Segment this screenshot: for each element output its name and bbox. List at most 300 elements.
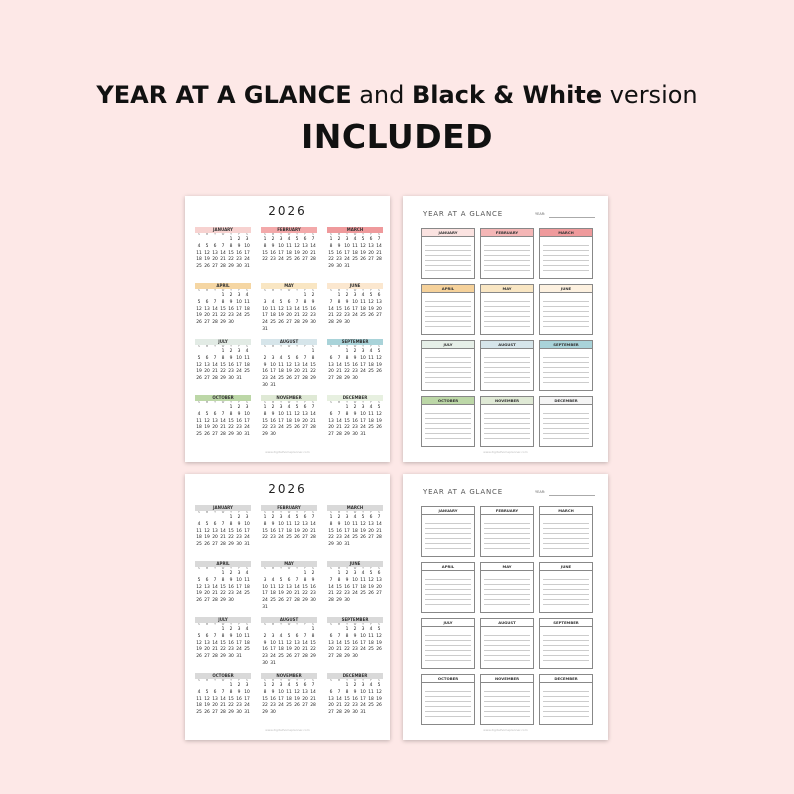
- day-number: 17: [352, 584, 358, 590]
- month-box-lines: [425, 519, 471, 553]
- day-number: 23: [228, 591, 234, 597]
- day-number: 2: [311, 293, 315, 298]
- day-number: 15: [328, 528, 334, 534]
- month-header: JULY: [195, 617, 251, 623]
- day-number: 6: [213, 243, 217, 249]
- blank-day: [211, 627, 219, 634]
- weekday-label: M: [205, 511, 209, 514]
- day-number: 18: [286, 696, 292, 702]
- day-number: 20: [328, 647, 334, 653]
- weekday-label: S: [264, 345, 266, 348]
- day-number: 1: [345, 349, 349, 354]
- weekday-label: T: [346, 511, 348, 514]
- day-number: 2: [337, 237, 341, 242]
- month-box-lines: [543, 631, 589, 665]
- day-number: 6: [287, 299, 291, 305]
- day-number: 10: [270, 640, 276, 646]
- day-number: 16: [228, 584, 234, 590]
- day-number: 10: [344, 521, 350, 527]
- month-header: FEBRUARY: [261, 227, 317, 233]
- day-number: 10: [244, 521, 250, 527]
- weekday-label: W: [221, 289, 225, 292]
- day-number: 11: [244, 299, 250, 305]
- day-number: 18: [286, 250, 292, 256]
- day-number: 9: [345, 299, 349, 305]
- day-number: 28: [328, 598, 334, 604]
- weekday-label: M: [337, 567, 341, 570]
- day-number: 16: [352, 362, 358, 368]
- day-number: 23: [336, 257, 342, 263]
- blank-day: [293, 571, 301, 578]
- day-number: 21: [328, 591, 334, 597]
- year-label: YEAR:: [535, 212, 546, 216]
- day-number: 12: [196, 584, 202, 590]
- month-october: [195, 673, 251, 729]
- day-number: 14: [220, 250, 226, 256]
- day-number: 29: [344, 654, 350, 660]
- month-box-lines: [425, 241, 471, 275]
- weekday-label: F: [304, 679, 306, 682]
- day-number: 26: [294, 535, 300, 541]
- day-number: 29: [336, 598, 342, 604]
- month-box-header: AUGUST: [481, 619, 533, 627]
- blank-day: [327, 683, 335, 690]
- month-box-lines: [484, 575, 530, 609]
- day-number: 9: [337, 243, 341, 249]
- glance-title: YEAR AT A GLANCE: [423, 210, 503, 218]
- day-number: 18: [352, 250, 358, 256]
- weekday-label: M: [337, 511, 341, 514]
- day-number: 26: [376, 369, 382, 375]
- month-march: [327, 227, 383, 283]
- day-number: 2: [229, 571, 233, 576]
- page-footer: www.digitalhomeplanner.com: [265, 450, 310, 454]
- day-number: 3: [353, 293, 357, 298]
- day-number: 9: [353, 355, 357, 361]
- blank-day: [203, 293, 211, 300]
- day-number: 25: [196, 710, 202, 716]
- day-number: 30: [236, 542, 242, 548]
- day-number: 24: [278, 703, 284, 709]
- day-number: 26: [196, 376, 202, 382]
- day-number: 22: [228, 425, 234, 431]
- day-number: 11: [286, 243, 292, 249]
- day-number: 8: [329, 521, 333, 527]
- weekday-label: T: [230, 345, 232, 348]
- day-number: 15: [302, 306, 308, 312]
- day-number: 24: [278, 257, 284, 263]
- day-number: 17: [236, 584, 242, 590]
- day-number: 17: [360, 362, 366, 368]
- day-number: 12: [376, 689, 382, 695]
- weekday-label: T: [214, 401, 216, 404]
- day-number: 7: [221, 689, 225, 695]
- day-number: 4: [271, 299, 275, 305]
- day-number: 19: [360, 250, 366, 256]
- day-number: 2: [263, 355, 267, 361]
- day-number: 13: [212, 250, 218, 256]
- day-number: 3: [279, 515, 283, 520]
- day-number: 19: [278, 591, 284, 597]
- month-grid: [327, 623, 383, 661]
- month-box-header: SEPTEMBER: [540, 619, 592, 627]
- day-number: 27: [368, 257, 374, 263]
- day-number: 30: [336, 264, 342, 270]
- weekday-label: S: [312, 289, 314, 292]
- day-number: 22: [328, 535, 334, 541]
- day-number: 11: [244, 355, 250, 361]
- weekday-label: W: [221, 401, 225, 404]
- weekday-label: M: [271, 345, 275, 348]
- day-number: 5: [377, 405, 381, 410]
- day-number: 12: [196, 362, 202, 368]
- day-number: 11: [196, 250, 202, 256]
- weekday-label: W: [287, 511, 291, 514]
- day-number: 27: [368, 535, 374, 541]
- weekday-label: S: [312, 567, 314, 570]
- month-box-september: [539, 340, 593, 391]
- month-box-august: [480, 618, 534, 669]
- day-number: 26: [294, 425, 300, 431]
- day-number: 26: [204, 542, 210, 548]
- day-number: 21: [328, 313, 334, 319]
- day-number: 13: [368, 243, 374, 249]
- blank-day: [277, 293, 285, 300]
- month-box-july: [421, 618, 475, 669]
- weekday-label: T: [346, 679, 348, 682]
- day-number: 2: [353, 627, 357, 632]
- day-number: 19: [196, 313, 202, 319]
- day-number: 25: [286, 425, 292, 431]
- day-number: 23: [236, 535, 242, 541]
- day-number: 6: [377, 571, 381, 576]
- day-number: 23: [344, 313, 350, 319]
- day-number: 23: [352, 647, 358, 653]
- day-number: 10: [262, 584, 268, 590]
- month-box-april: [421, 562, 475, 613]
- day-number: 12: [204, 696, 210, 702]
- day-number: 22: [344, 425, 350, 431]
- month-box-lines: [484, 241, 530, 275]
- day-number: 18: [196, 535, 202, 541]
- year-line: [549, 495, 595, 496]
- weekday-label: W: [353, 345, 357, 348]
- day-number: 22: [328, 257, 334, 263]
- day-number: 10: [360, 689, 366, 695]
- day-number: 11: [368, 411, 374, 417]
- blank-day: [269, 571, 277, 578]
- day-number: 15: [220, 640, 226, 646]
- day-number: 13: [286, 306, 292, 312]
- weekday-label: M: [337, 401, 341, 404]
- blank-day: [195, 405, 203, 412]
- day-number: 20: [376, 584, 382, 590]
- day-number: 23: [228, 369, 234, 375]
- day-number: 1: [303, 293, 307, 298]
- day-number: 1: [263, 683, 267, 688]
- headline-part-1: YEAR AT A GLANCE: [96, 81, 352, 109]
- day-number: 12: [294, 243, 300, 249]
- day-number: 25: [368, 647, 374, 653]
- day-number: 18: [244, 584, 250, 590]
- day-number: 25: [278, 376, 284, 382]
- day-number: 26: [196, 320, 202, 326]
- weekday-label: S: [264, 401, 266, 404]
- day-number: 19: [360, 528, 366, 534]
- day-number: 30: [228, 598, 234, 604]
- weekday-label: W: [353, 289, 357, 292]
- weekday-label: T: [230, 401, 232, 404]
- day-number: 11: [352, 521, 358, 527]
- day-number: 1: [311, 349, 315, 354]
- day-number: 12: [360, 521, 366, 527]
- day-number: 10: [236, 633, 242, 639]
- month-box-header: JANUARY: [422, 229, 474, 237]
- day-number: 19: [376, 696, 382, 702]
- day-number: 24: [236, 591, 242, 597]
- month-april: [195, 561, 251, 617]
- day-number: 5: [205, 411, 209, 417]
- month-box-header: JUNE: [540, 285, 592, 293]
- day-number: 6: [369, 515, 373, 520]
- weekday-label: M: [337, 345, 341, 348]
- weekday-label: S: [378, 623, 380, 626]
- day-number: 29: [228, 432, 234, 438]
- day-number: 7: [311, 237, 315, 242]
- day-number: 19: [196, 369, 202, 375]
- day-number: 30: [228, 376, 234, 382]
- day-number: 30: [336, 542, 342, 548]
- day-number: 27: [212, 542, 218, 548]
- day-number: 8: [221, 355, 225, 361]
- month-header: APRIL: [195, 283, 251, 289]
- blank-day: [277, 627, 285, 634]
- weekday-label: W: [287, 623, 291, 626]
- day-number: 11: [196, 418, 202, 424]
- month-november: [261, 395, 317, 451]
- day-number: 26: [204, 710, 210, 716]
- day-number: 9: [237, 243, 241, 249]
- month-january: [195, 227, 251, 283]
- weekday-label: T: [280, 623, 282, 626]
- day-number: 2: [337, 515, 341, 520]
- day-number: 7: [337, 689, 341, 695]
- month-box-lines: [484, 353, 530, 387]
- day-number: 29: [310, 376, 316, 382]
- weekday-label: S: [198, 623, 200, 626]
- day-number: 16: [270, 418, 276, 424]
- month-box-february: [480, 506, 534, 557]
- weekday-label: T: [280, 289, 282, 292]
- month-box-may: [480, 284, 534, 335]
- day-number: 28: [212, 598, 218, 604]
- month-box-header: OCTOBER: [422, 397, 474, 405]
- blank-day: [211, 349, 219, 356]
- day-number: 6: [377, 293, 381, 298]
- weekday-label: T: [296, 567, 298, 570]
- day-number: 24: [352, 313, 358, 319]
- weekday-label: W: [221, 679, 225, 682]
- day-number: 12: [204, 250, 210, 256]
- day-number: 14: [328, 306, 334, 312]
- weekday-label: M: [337, 679, 341, 682]
- day-number: 29: [302, 598, 308, 604]
- day-number: 5: [197, 633, 201, 639]
- weekday-label: F: [370, 567, 372, 570]
- day-number: 12: [278, 306, 284, 312]
- day-number: 2: [345, 293, 349, 298]
- day-number: 22: [228, 703, 234, 709]
- day-number: 3: [361, 405, 365, 410]
- day-number: 15: [262, 696, 268, 702]
- weekday-label: F: [304, 567, 306, 570]
- day-number: 13: [368, 521, 374, 527]
- weekday-label: T: [214, 623, 216, 626]
- day-number: 1: [311, 627, 315, 632]
- day-number: 23: [270, 535, 276, 541]
- day-number: 5: [295, 683, 299, 688]
- day-number: 16: [310, 584, 316, 590]
- day-number: 12: [204, 528, 210, 534]
- day-number: 5: [295, 515, 299, 520]
- day-number: 12: [196, 640, 202, 646]
- blank-day: [285, 571, 293, 578]
- day-number: 9: [311, 577, 315, 583]
- blank-day: [195, 571, 203, 578]
- day-number: 10: [270, 362, 276, 368]
- day-number: 18: [360, 306, 366, 312]
- weekday-label: T: [296, 623, 298, 626]
- day-number: 17: [352, 306, 358, 312]
- day-number: 22: [310, 647, 316, 653]
- day-number: 20: [286, 591, 292, 597]
- month-box-march: [539, 228, 593, 279]
- day-number: 16: [310, 306, 316, 312]
- weekday-label: W: [353, 401, 357, 404]
- day-number: 27: [212, 432, 218, 438]
- month-box-march: [539, 506, 593, 557]
- weekday-label: S: [378, 401, 380, 404]
- weekday-label: T: [296, 511, 298, 514]
- month-box-february: [480, 228, 534, 279]
- day-number: 21: [336, 425, 342, 431]
- day-number: 11: [278, 640, 284, 646]
- month-february: [261, 505, 317, 561]
- day-number: 30: [352, 376, 358, 382]
- day-number: 20: [302, 250, 308, 256]
- month-header: SEPTEMBER: [327, 617, 383, 623]
- day-number: 24: [360, 703, 366, 709]
- day-number: 25: [368, 703, 374, 709]
- day-number: 4: [369, 405, 373, 410]
- day-number: 15: [344, 362, 350, 368]
- weekday-label: F: [238, 401, 240, 404]
- day-number: 19: [286, 369, 292, 375]
- day-number: 2: [271, 515, 275, 520]
- day-number: 21: [220, 257, 226, 263]
- day-number: 12: [196, 306, 202, 312]
- day-number: 24: [270, 376, 276, 382]
- day-number: 12: [376, 633, 382, 639]
- weekday-label: T: [230, 233, 232, 236]
- blank-day: [285, 349, 293, 356]
- weekday-label: S: [246, 401, 248, 404]
- day-number: 25: [196, 542, 202, 548]
- day-number: 17: [236, 306, 242, 312]
- month-grid: [195, 623, 251, 661]
- month-box-august: [480, 340, 534, 391]
- day-number: 22: [336, 313, 342, 319]
- day-number: 31: [244, 542, 250, 548]
- day-number: 14: [302, 640, 308, 646]
- weekday-label: M: [337, 233, 341, 236]
- day-number: 10: [278, 521, 284, 527]
- day-number: 6: [295, 355, 299, 361]
- day-number: 24: [360, 647, 366, 653]
- blank-day: [195, 683, 203, 690]
- weekday-label: S: [264, 567, 266, 570]
- day-number: 15: [344, 640, 350, 646]
- day-number: 16: [236, 418, 242, 424]
- day-number: 17: [270, 369, 276, 375]
- month-box-header: AUGUST: [481, 341, 533, 349]
- day-number: 11: [368, 633, 374, 639]
- day-number: 19: [204, 257, 210, 263]
- day-number: 23: [270, 257, 276, 263]
- day-number: 14: [220, 528, 226, 534]
- day-number: 31: [262, 604, 268, 610]
- month-grid: [195, 401, 251, 439]
- day-number: 21: [294, 591, 300, 597]
- day-number: 31: [262, 326, 268, 332]
- month-september: [327, 339, 383, 395]
- day-number: 26: [204, 264, 210, 270]
- day-number: 1: [263, 237, 267, 242]
- month-box-october: [421, 396, 475, 447]
- day-number: 28: [336, 376, 342, 382]
- day-number: 8: [311, 355, 315, 361]
- day-number: 20: [204, 369, 210, 375]
- day-number: 21: [310, 528, 316, 534]
- day-number: 12: [286, 640, 292, 646]
- day-number: 31: [344, 264, 350, 270]
- day-number: 28: [302, 654, 308, 660]
- day-number: 28: [220, 542, 226, 548]
- weekday-label: M: [271, 289, 275, 292]
- day-number: 6: [205, 299, 209, 305]
- weekday-label: M: [271, 623, 275, 626]
- day-number: 8: [345, 633, 349, 639]
- weekday-label: S: [246, 289, 248, 292]
- day-number: 29: [220, 320, 226, 326]
- day-number: 18: [196, 703, 202, 709]
- day-number: 23: [270, 703, 276, 709]
- month-february: [261, 227, 317, 283]
- day-number: 27: [302, 535, 308, 541]
- blank-day: [211, 571, 219, 578]
- day-number: 25: [352, 257, 358, 263]
- day-number: 30: [236, 264, 242, 270]
- day-number: 3: [345, 237, 349, 242]
- day-number: 18: [244, 306, 250, 312]
- day-number: 19: [196, 591, 202, 597]
- day-number: 14: [336, 640, 342, 646]
- day-number: 4: [287, 405, 291, 410]
- day-number: 2: [353, 405, 357, 410]
- month-box-header: MAY: [481, 563, 533, 571]
- blank-day: [203, 405, 211, 412]
- day-number: 28: [376, 535, 382, 541]
